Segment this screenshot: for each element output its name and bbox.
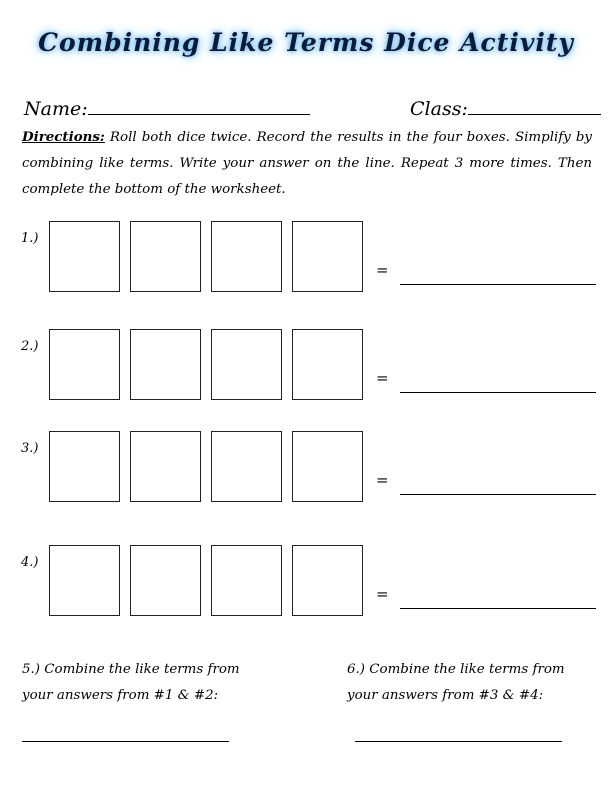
name-label: Name: bbox=[24, 98, 88, 120]
dice-box-4[interactable] bbox=[292, 431, 363, 502]
directions-label: Directions: bbox=[22, 129, 105, 145]
problem-row-3 bbox=[0, 431, 612, 511]
directions-text: Roll both dice twice. Record the results in the four boxes. Simplify by combining like terms. Write your answer on the line. Repeat 3 more times. Then complete the bottom of the worksheet. bbox=[22, 130, 592, 197]
combine-prompt-6 bbox=[347, 657, 587, 709]
answer-line[interactable] bbox=[400, 494, 596, 495]
answer-line[interactable] bbox=[400, 284, 596, 285]
combine-prompt-5 bbox=[22, 657, 262, 709]
problem-row-4 bbox=[0, 545, 612, 625]
dice-box-3[interactable] bbox=[211, 221, 282, 292]
problem-number: 3.) bbox=[21, 441, 39, 456]
dice-box-4[interactable] bbox=[292, 329, 363, 400]
name-field[interactable] bbox=[24, 96, 310, 120]
dice-box-1[interactable] bbox=[49, 329, 120, 400]
answer-line[interactable] bbox=[400, 608, 596, 609]
dice-box-4[interactable] bbox=[292, 221, 363, 292]
combine-answer-line-5[interactable] bbox=[22, 741, 229, 742]
combine-prompt-line: 6.) Combine the like terms from bbox=[347, 662, 565, 677]
class-field[interactable] bbox=[410, 96, 601, 120]
combine-prompt-line: 5.) Combine the like terms from bbox=[22, 662, 240, 677]
worksheet-title: Combining Like Terms Dice Activity bbox=[38, 28, 574, 57]
combine-prompt-line: your answers from #3 & #4: bbox=[347, 688, 544, 703]
problem-number: 2.) bbox=[21, 339, 39, 354]
problem-row-1 bbox=[0, 221, 612, 301]
dice-box-3[interactable] bbox=[211, 545, 282, 616]
class-blank-line[interactable] bbox=[468, 96, 601, 115]
problem-row-2 bbox=[0, 329, 612, 409]
equals-sign: = bbox=[376, 261, 389, 279]
directions-paragraph bbox=[22, 124, 592, 203]
problem-number: 1.) bbox=[21, 231, 39, 246]
name-blank-line[interactable] bbox=[88, 96, 310, 115]
equals-sign: = bbox=[376, 471, 389, 489]
class-label: Class: bbox=[410, 98, 468, 120]
dice-box-1[interactable] bbox=[49, 431, 120, 502]
answer-line[interactable] bbox=[400, 392, 596, 393]
equals-sign: = bbox=[376, 585, 389, 603]
dice-box-3[interactable] bbox=[211, 329, 282, 400]
combine-answer-line-6[interactable] bbox=[355, 741, 562, 742]
dice-box-3[interactable] bbox=[211, 431, 282, 502]
dice-box-4[interactable] bbox=[292, 545, 363, 616]
combine-prompt-line: your answers from #1 & #2: bbox=[22, 688, 219, 703]
dice-box-2[interactable] bbox=[130, 431, 201, 502]
dice-box-2[interactable] bbox=[130, 329, 201, 400]
dice-box-2[interactable] bbox=[130, 545, 201, 616]
equals-sign: = bbox=[376, 369, 389, 387]
dice-box-1[interactable] bbox=[49, 545, 120, 616]
problem-number: 4.) bbox=[21, 555, 39, 570]
dice-box-1[interactable] bbox=[49, 221, 120, 292]
dice-box-2[interactable] bbox=[130, 221, 201, 292]
